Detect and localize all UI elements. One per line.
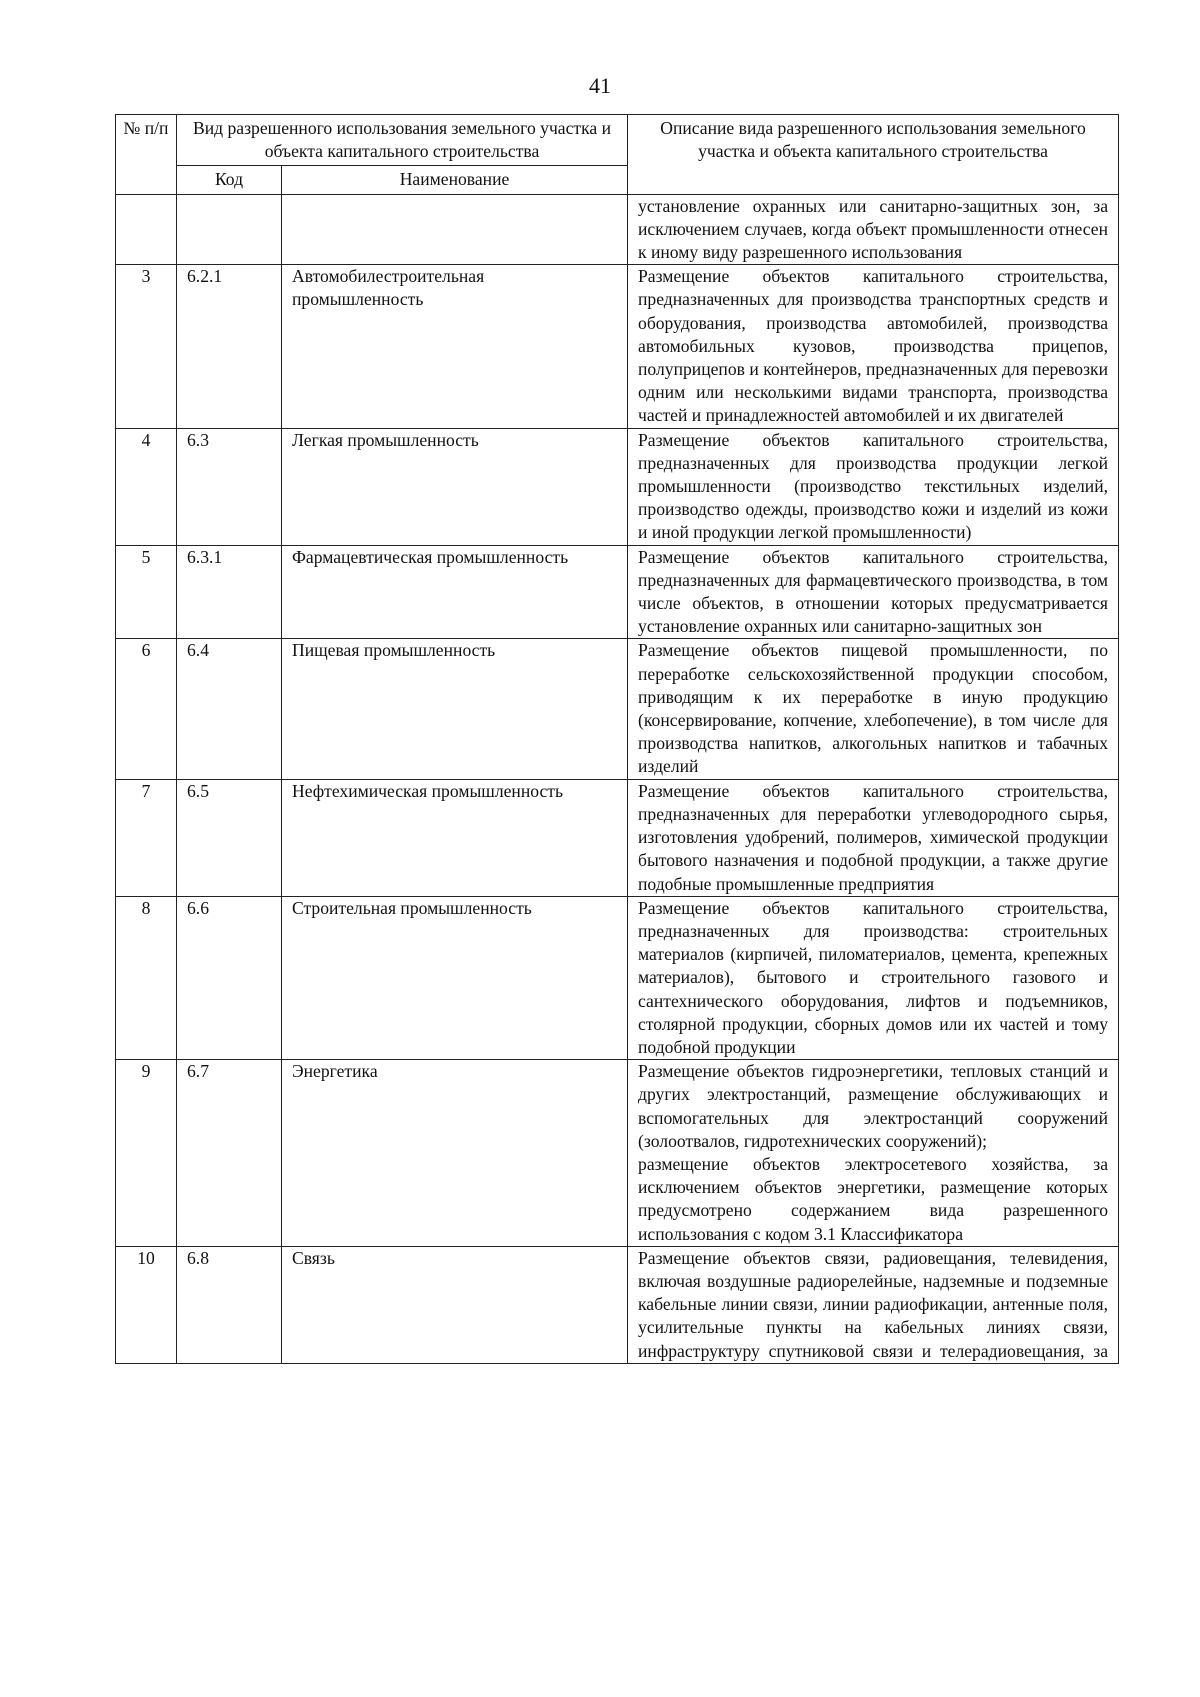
row-name: Строительная промышленность bbox=[282, 896, 628, 1059]
table-row bbox=[116, 545, 1119, 639]
row-number: 7 bbox=[116, 779, 177, 896]
description-paragraph: Размещение объектов пищевой промышленности, по переработке сельскохозяйственной продукции способом, приводящим к их переработке в иную продукцию (консервирование, копчение, хлебопечение), в том числе для производства напитков, алкогольных напитков и табачных изделий bbox=[638, 640, 1109, 777]
row-name: Нефтехимическая промышленность bbox=[282, 779, 628, 896]
row-number: 4 bbox=[116, 428, 177, 545]
table-row bbox=[116, 1060, 1119, 1247]
row-number: 6 bbox=[116, 639, 177, 779]
row-code: 6.7 bbox=[177, 1060, 282, 1247]
description-paragraph: размещение объектов электросетевого хозяйства, за исключением объектов энергетики, размещение которых предусмотрено содержанием вида разрешенного использования с кодом 3.1 Классификатора bbox=[638, 1153, 1109, 1244]
land-use-table bbox=[115, 114, 1119, 1364]
table-row bbox=[116, 896, 1119, 1059]
row-code: 6.5 bbox=[177, 779, 282, 896]
row-description bbox=[628, 639, 1119, 779]
description-paragraph: Размещение объектов капитального строительства, предназначенных для переработки углеводородного сырья, изготовления удобрений, полимеров, химической продукции бытового назначения и подобной продукции, а также другие подобные промышленные предприятия bbox=[638, 780, 1109, 894]
row-name: Легкая промышленность bbox=[282, 428, 628, 545]
description-paragraph: Размещение объектов связи, радиовещания, телевидения, включая воздушные радиорелейные, надземные и подземные кабельные линии связи, линии радиофикации, антенные поля, усилительные пункты на кабельных линиях связи, инфраструктуру спутниковой связи и телерадиовещания, за bbox=[638, 1247, 1109, 1361]
table-row bbox=[116, 265, 1119, 428]
description-paragraph: Размещение объектов капитального строительства, предназначенных для производства продукции легкой промышленности (производство текстильных изделий, производство одежды, производство кожи и изделий из кожи и иной продукции легкой промышленности) bbox=[638, 429, 1109, 543]
row-code: 6.8 bbox=[177, 1246, 282, 1363]
table-row bbox=[116, 1246, 1119, 1363]
row-code: 6.4 bbox=[177, 639, 282, 779]
table-row bbox=[116, 779, 1119, 896]
table-row bbox=[116, 428, 1119, 545]
row-name: Энергетика bbox=[282, 1060, 628, 1247]
row-code: 6.2.1 bbox=[177, 265, 282, 428]
row-description bbox=[628, 265, 1119, 428]
row-code bbox=[177, 194, 282, 265]
description-paragraph: установление охранных или санитарно-защитных зон, за исключением случаев, когда объект промышленности отнесен к иному виду разрешенного использования bbox=[638, 195, 1109, 263]
row-name: Фармацевтическая промышленность bbox=[282, 545, 628, 639]
row-name: Автомобилестроительная промышленность bbox=[282, 265, 628, 428]
row-description bbox=[628, 1060, 1119, 1247]
page-number: 41 bbox=[589, 73, 611, 98]
row-number: 5 bbox=[116, 545, 177, 639]
header-group: Вид разрешенного использования земельного участка и объекта капитального строительства bbox=[177, 115, 628, 166]
row-number: 3 bbox=[116, 265, 177, 428]
table-row bbox=[116, 194, 1119, 265]
row-description bbox=[628, 194, 1119, 265]
row-description bbox=[628, 779, 1119, 896]
row-description bbox=[628, 896, 1119, 1059]
table-row bbox=[116, 639, 1119, 779]
description-paragraph: Размещение объектов гидроэнергетики, тепловых станций и других электростанций, размещение обслуживающих и вспомогательных для электростанций сооружений (золоотвалов, гидротехнических сооружений); bbox=[638, 1061, 1109, 1151]
row-description bbox=[628, 1246, 1119, 1363]
row-name: Связь bbox=[282, 1246, 628, 1363]
header-description: Описание вида разрешенного использования земельного участка и объекта капитального строительства bbox=[628, 115, 1119, 195]
header-name: Наименование bbox=[282, 166, 628, 194]
row-number: 8 bbox=[116, 896, 177, 1059]
row-code: 6.3 bbox=[177, 428, 282, 545]
row-name bbox=[282, 194, 628, 265]
header-num: № п/п bbox=[116, 115, 177, 195]
row-code: 6.6 bbox=[177, 896, 282, 1059]
description-paragraph: Размещение объектов капитального строительства, предназначенных для фармацевтического производства, в том числе объектов, в отношении которых предусматривается установление охранных или санитарно-защитных зон bbox=[638, 546, 1109, 637]
description-paragraph: Размещение объектов капитального строительства, предназначенных для производства: строительных материалов (кирпичей, пиломатериалов, цемента, крепежных материалов), бытового и строительного газового и сантехнического оборудования, лифтов и подъемников, столярной продукции, сборных домов или их частей и тому подобной продукции bbox=[638, 897, 1109, 1057]
header-code: Код bbox=[177, 166, 282, 194]
row-code: 6.3.1 bbox=[177, 545, 282, 639]
row-description bbox=[628, 545, 1119, 639]
row-number: 10 bbox=[116, 1246, 177, 1363]
row-number: 9 bbox=[116, 1060, 177, 1247]
row-description bbox=[628, 428, 1119, 545]
table-body bbox=[116, 194, 1119, 1363]
row-name: Пищевая промышленность bbox=[282, 639, 628, 779]
row-number bbox=[116, 194, 177, 265]
description-paragraph: Размещение объектов капитального строительства, предназначенных для производства транспортных средств и оборудования, производства автомобилей, производства автомобильных кузовов, производства прицепов, полуприцепов и контейнеров, предназначенных для перевозки одним или несколькими видами транспорта, производства частей и принадлежностей автомобилей и их двигателей bbox=[638, 266, 1109, 426]
